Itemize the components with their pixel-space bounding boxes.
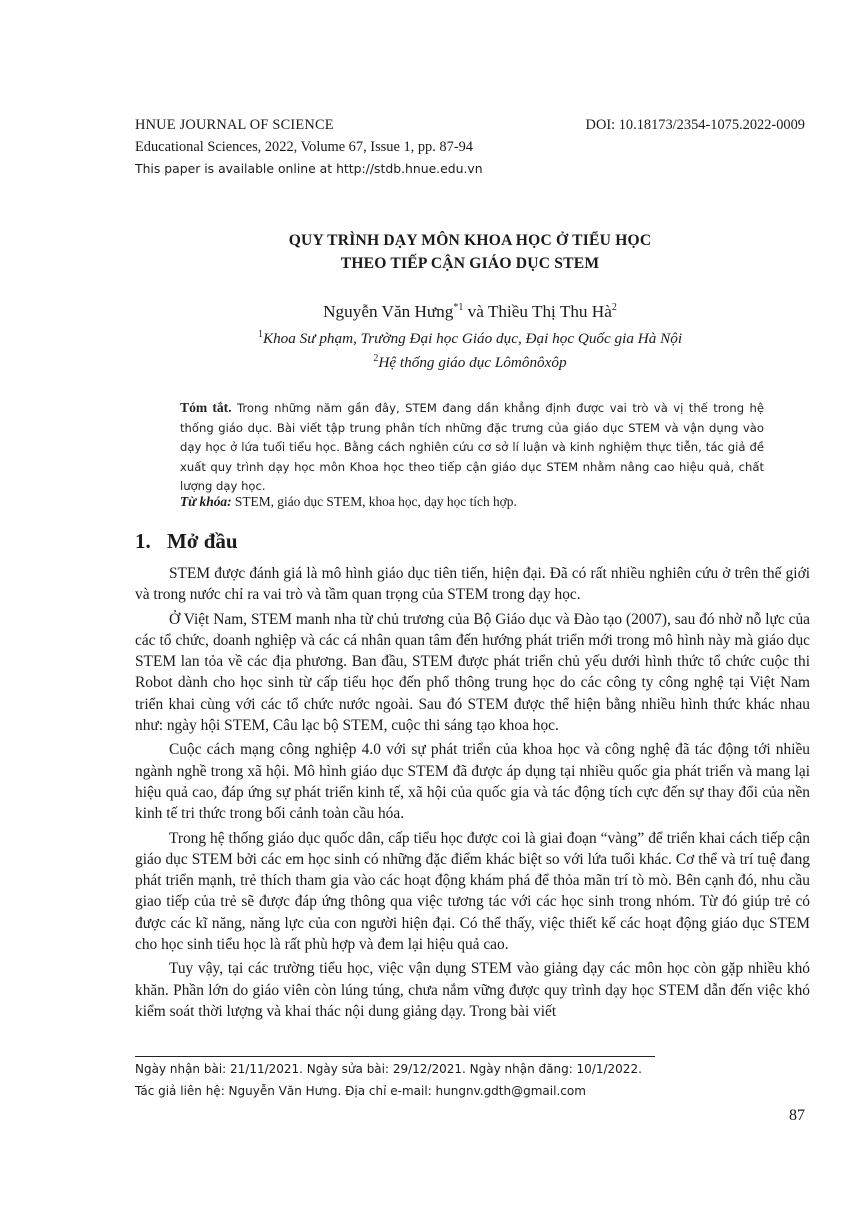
paper-title-line-2: THEO TIẾP CẬN GIÁO DỤC STEM [340, 255, 600, 272]
author-2: Thiều Thị Thu Hà [487, 302, 612, 321]
paragraph: Tuy vậy, tại các trường tiểu học, việc vận dụng STEM vào giảng dạy các môn học còn gặp nhiều khó khăn. Phần lớn do giáo viên còn lúng túng, chưa nắm vững được quy trình dạy học STEM dẫn đến việc khó kiểm soát thời lượng và khai thác nội dung giảng dạy. Trong bài viết [135, 960, 810, 1020]
affiliation-2 [135, 349, 805, 373]
footnote-divider [135, 1056, 655, 1057]
paragraph: Cuộc cách mạng công nghiệp 4.0 với sự phát triển của khoa học và công nghệ đã tác động tới nhiều ngành nghề trong xã hội. Mô hình giáo dục STEM đã được áp dụng tại nhiều quốc gia phát triển và mang lại hiệu quả cao, đáp ứng sự phát triển kinh tế, xã hội của quốc gia và tác động tích cực đến sự thay đổi của nền kinh tế tri thức trong bối cảnh toàn cầu hóa. [135, 741, 810, 823]
abstract-text: Trong những năm gần đây, STEM đang dần khẳng định được vai trò và vị thế trong hệ thống giáo dục. Bài viết tập trung phân tích những đặc trưng của giáo dục STEM và vận dụng vào dạy học ở lứa tuổi tiểu học. Bằng cách nghiên cứu cơ sở lí luận và kinh nghiệm thực tiễn, tác giả đề xuất quy trình dạy học môn Khoa học theo tiếp cận giáo dục STEM nhằm nâng cao hiệu quả, chất lượng dạy học. [180, 401, 764, 494]
keywords-label: Từ khóa: [180, 494, 232, 509]
affiliation-2-text: Hệ thống giáo dục Lômônôxôp [378, 354, 567, 371]
author-1-mark: *1 [453, 302, 464, 313]
affiliation-1 [135, 325, 805, 349]
section-title: Mở đầu [167, 529, 238, 553]
paper-title-line-1: QUY TRÌNH DẠY MÔN KHOA HỌC Ở TIỂU HỌC [288, 232, 652, 249]
section-heading [135, 528, 238, 554]
section-number: 1. [135, 529, 151, 553]
keywords-text: STEM, giáo dục STEM, khoa học, dạy học tích hợp. [231, 494, 517, 509]
abstract [180, 398, 764, 497]
affiliation-2-mark: 2 [373, 353, 379, 364]
paragraph: STEM được đánh giá là mô hình giáo dục tiên tiến, hiện đại. Đã có rất nhiều nghiên cứu ở trên thế giới và trong nước chỉ ra vai trò và tầm quan trọng của STEM trong dạy học. [135, 565, 810, 604]
abstract-label: Tóm tắt. [180, 400, 232, 415]
author-list [135, 297, 805, 323]
paragraph: Trong hệ thống giáo dục quốc dân, cấp tiểu học được coi là giai đoạn “vàng” để triển khai cách tiếp cận giáo dục STEM bởi các em học sinh có những đặc điểm khác biệt so với lứa tuổi khác. Cơ thể và trí tuệ đang phát triển mạnh, trẻ thích tham gia vào các hoạt động khám phá để thỏa mãn trí tò mò. Bên cạnh đó, nhu cầu giao tiếp của trẻ sẽ được đáp ứng thông qua việc tương tác với các học sinh trong nhóm. Từ đó giúp trẻ có được các kĩ năng, năng lực của con người hiện đại. Có thể thấy, việc thiết kế các hoạt động giáo dục STEM cho học sinh tiểu học là rất phù hợp và đem lại hiệu quả cao. [135, 829, 810, 954]
journal-name: HNUE JOURNAL OF SCIENCE [135, 117, 334, 133]
affiliation-1-mark: 1 [257, 329, 263, 340]
page-number: 87 [789, 1107, 805, 1124]
footnote-dates: Ngày nhận bài: 21/11/2021. Ngày sửa bài: 29/12/2021. Ngày nhận đăng: 10/1/2022. [135, 1062, 642, 1076]
paragraph: Ở Việt Nam, STEM manh nha từ chủ trương của Bộ Giáo dục và Đào tạo (2007), sau đó nhờ nỗ lực của các tổ chức, doanh nghiệp và các cá nhân quan tâm đến hướng phát triển mới trong mô hình này mà giáo dục STEM lan tỏa về các địa phương. Ban đầu, STEM được phát triển chủ yếu dưới hình thức tổ chức cuộc thi Robot dành cho học sinh từ cấp tiểu học đến phổ thông trung học do các công ty công nghệ tại Việt Nam triển khai cùng với các tổ chức nước ngoài. Sau đó STEM được thể hiện bằng nhiều hình thức khác nhau như: ngày hội STEM, Câu lạc bộ STEM, cuộc thi sáng tạo khoa học. [135, 610, 810, 735]
online-availability: This paper is available online at http://stdb.hnue.edu.vn [135, 161, 483, 176]
doi: DOI: 10.18173/2354-1075.2022-0009 [585, 117, 805, 133]
author-1: Nguyễn Văn Hưng [323, 302, 454, 321]
author-conjunction: và [463, 302, 488, 321]
keywords [180, 492, 764, 511]
issue-info: Educational Sciences, 2022, Volume 67, Issue 1, pp. 87-94 [135, 139, 473, 155]
author-2-mark: 2 [611, 302, 617, 313]
footnote-contact: Tác giả liên hệ: Nguyễn Văn Hưng. Địa chỉ e-mail: hungnv.gdth@gmail.com [135, 1084, 586, 1098]
affiliation-1-text: Khoa Sư phạm, Trường Đại học Giáo dục, Đại học Quốc gia Hà Nội [262, 330, 683, 347]
body-text [135, 563, 810, 1025]
